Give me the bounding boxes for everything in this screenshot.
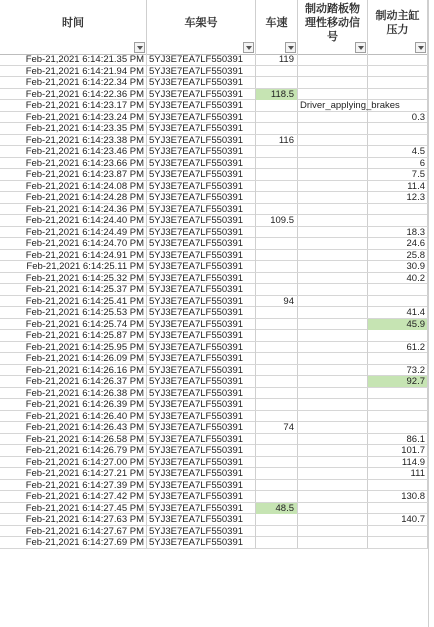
cell-speed[interactable] <box>256 158 298 169</box>
cell-time[interactable]: Feb-21,2021 6:14:26.79 PM <box>0 445 147 456</box>
cell-speed[interactable] <box>256 411 298 422</box>
table-row <box>0 273 434 285</box>
column-header-time[interactable] <box>0 0 147 54</box>
cell-time[interactable]: Feb-21,2021 6:14:26.16 PM <box>0 365 147 376</box>
cell-brake-signal[interactable] <box>298 146 368 157</box>
cell-speed[interactable] <box>256 169 298 180</box>
cell-speed[interactable]: 48.5 <box>256 503 298 514</box>
cell-time[interactable]: Feb-21,2021 6:14:25.95 PM <box>0 342 147 353</box>
cell-speed[interactable] <box>256 445 298 456</box>
cell-speed[interactable] <box>256 307 298 318</box>
cell-vin[interactable]: 5YJ3E7EA7LF550391 <box>147 123 256 134</box>
cell-brake-signal[interactable] <box>298 181 368 192</box>
cell-vin[interactable]: 5YJ3E7EA7LF550391 <box>147 158 256 169</box>
cell-brake-signal[interactable] <box>298 123 368 134</box>
cell-vin[interactable]: 5YJ3E7EA7LF550391 <box>147 54 256 65</box>
cell-time[interactable]: Feb-21,2021 6:14:26.09 PM <box>0 353 147 364</box>
filter-dropdown-icon[interactable] <box>355 42 366 53</box>
table-row <box>0 365 434 377</box>
cell-brake-signal[interactable] <box>298 457 368 468</box>
cell-speed[interactable] <box>256 514 298 525</box>
cell-speed[interactable] <box>256 146 298 157</box>
cell-time[interactable]: Feb-21,2021 6:14:23.87 PM <box>0 169 147 180</box>
cell-brake-pressure[interactable]: 41.4 <box>368 307 428 318</box>
cell-time[interactable]: Feb-21,2021 6:14:26.37 PM <box>0 376 147 387</box>
cell-time[interactable]: Feb-21,2021 6:14:27.21 PM <box>0 468 147 479</box>
cell-brake-pressure[interactable]: 30.9 <box>368 261 428 272</box>
cell-vin[interactable]: 5YJ3E7EA7LF550391 <box>147 330 256 341</box>
cell-brake-signal[interactable] <box>298 204 368 215</box>
cell-brake-signal[interactable] <box>298 89 368 100</box>
cell-vin[interactable]: 5YJ3E7EA7LF550391 <box>147 491 256 502</box>
cell-time[interactable]: Feb-21,2021 6:14:25.87 PM <box>0 330 147 341</box>
cell-brake-pressure[interactable] <box>368 537 428 548</box>
cell-time[interactable]: Feb-21,2021 6:14:26.38 PM <box>0 388 147 399</box>
table-row <box>0 135 434 147</box>
cell-brake-signal[interactable] <box>298 215 368 226</box>
cell-time[interactable]: Feb-21,2021 6:14:27.69 PM <box>0 537 147 548</box>
filter-dropdown-icon[interactable] <box>415 42 426 53</box>
cell-brake-signal[interactable] <box>298 468 368 479</box>
table-row <box>0 342 434 354</box>
cell-speed[interactable] <box>256 112 298 123</box>
cell-time[interactable]: Feb-21,2021 6:14:26.39 PM <box>0 399 147 410</box>
table-row <box>0 491 434 503</box>
filter-dropdown-icon[interactable] <box>243 42 254 53</box>
cell-brake-pressure[interactable] <box>368 215 428 226</box>
table-row <box>0 89 434 101</box>
cell-brake-pressure[interactable] <box>368 399 428 410</box>
cell-brake-pressure[interactable]: 45.9 <box>368 319 428 330</box>
cell-vin[interactable]: 5YJ3E7EA7LF550391 <box>147 284 256 295</box>
cell-brake-signal[interactable] <box>298 480 368 491</box>
cell-brake-signal[interactable] <box>298 273 368 284</box>
table-row <box>0 457 434 469</box>
cell-brake-pressure[interactable] <box>368 135 428 146</box>
cell-time[interactable]: Feb-21,2021 6:14:22.34 PM <box>0 77 147 88</box>
cell-speed[interactable] <box>256 100 298 111</box>
cell-vin[interactable]: 5YJ3E7EA7LF550391 <box>147 388 256 399</box>
cell-time[interactable]: Feb-21,2021 6:14:22.36 PM <box>0 89 147 100</box>
table-row <box>0 181 434 193</box>
cell-speed[interactable] <box>256 273 298 284</box>
cell-time[interactable]: Feb-21,2021 6:14:27.42 PM <box>0 491 147 502</box>
cell-speed[interactable] <box>256 537 298 548</box>
cell-vin[interactable]: 5YJ3E7EA7LF550391 <box>147 169 256 180</box>
cell-vin[interactable]: 5YJ3E7EA7LF550391 <box>147 503 256 514</box>
cell-speed[interactable] <box>256 491 298 502</box>
cell-brake-pressure[interactable] <box>368 388 428 399</box>
cell-brake-signal[interactable]: Driver_applying_brakes <box>300 100 400 111</box>
cell-time[interactable]: Feb-21,2021 6:14:26.43 PM <box>0 422 147 433</box>
cell-brake-pressure[interactable] <box>368 66 428 77</box>
table-row <box>0 307 434 319</box>
cell-vin[interactable]: 5YJ3E7EA7LF550391 <box>147 468 256 479</box>
cell-time[interactable]: Feb-21,2021 6:14:23.38 PM <box>0 135 147 146</box>
cell-speed[interactable] <box>256 480 298 491</box>
cell-speed[interactable] <box>256 319 298 330</box>
cell-brake-pressure[interactable]: 4.5 <box>368 146 428 157</box>
cell-time[interactable]: Feb-21,2021 6:14:24.49 PM <box>0 227 147 238</box>
table-row <box>0 319 434 331</box>
cell-brake-signal[interactable] <box>298 66 368 77</box>
cell-speed[interactable] <box>256 342 298 353</box>
cell-speed[interactable] <box>256 353 298 364</box>
column-header-brake-pressure-label: 制动主缸压力 <box>375 10 420 36</box>
table-row <box>0 514 434 526</box>
header-row <box>0 0 434 55</box>
table-row <box>0 169 434 181</box>
table-row <box>0 422 434 434</box>
table-row <box>0 66 434 78</box>
cell-time[interactable]: Feb-21,2021 6:14:21.94 PM <box>0 66 147 77</box>
cell-speed[interactable] <box>256 227 298 238</box>
column-header-vin-label: 车架号 <box>184 17 218 29</box>
cell-time[interactable]: Feb-21,2021 6:14:27.45 PM <box>0 503 147 514</box>
cell-brake-signal[interactable] <box>298 445 368 456</box>
cell-vin[interactable]: 5YJ3E7EA7LF550391 <box>147 342 256 353</box>
cell-brake-signal[interactable] <box>298 77 368 88</box>
column-header-brake-signal[interactable] <box>298 0 368 54</box>
cell-vin[interactable]: 5YJ3E7EA7LF550391 <box>147 399 256 410</box>
table-row <box>0 215 434 227</box>
table-row <box>0 434 434 446</box>
cell-brake-pressure[interactable]: 114.9 <box>368 457 428 468</box>
cell-brake-pressure[interactable]: 11.4 <box>368 181 428 192</box>
cell-vin[interactable]: 5YJ3E7EA7LF550391 <box>147 307 256 318</box>
cell-time[interactable]: Feb-21,2021 6:14:27.39 PM <box>0 480 147 491</box>
table-row <box>0 468 434 480</box>
cell-time[interactable]: Feb-21,2021 6:14:24.28 PM <box>0 192 147 203</box>
column-header-time-label: 时间 <box>62 17 84 29</box>
cell-brake-signal[interactable] <box>298 135 368 146</box>
cell-speed[interactable] <box>256 181 298 192</box>
cell-time[interactable]: Feb-21,2021 6:14:26.58 PM <box>0 434 147 445</box>
cell-brake-signal[interactable] <box>298 307 368 318</box>
cell-brake-signal[interactable] <box>298 365 368 376</box>
cell-vin[interactable]: 5YJ3E7EA7LF550391 <box>147 261 256 272</box>
table-row <box>0 261 434 273</box>
table-row <box>0 526 434 538</box>
table-row <box>0 123 434 135</box>
cell-vin[interactable]: 5YJ3E7EA7LF550391 <box>147 112 256 123</box>
table-row <box>0 192 434 204</box>
table-row <box>0 353 434 365</box>
cell-vin[interactable]: 5YJ3E7EA7LF550391 <box>147 365 256 376</box>
cell-brake-signal[interactable] <box>298 238 368 249</box>
cell-brake-signal[interactable] <box>298 411 368 422</box>
cell-brake-signal[interactable] <box>298 503 368 514</box>
cell-vin[interactable]: 5YJ3E7EA7LF550391 <box>147 457 256 468</box>
cell-brake-pressure[interactable] <box>368 77 428 88</box>
cell-brake-pressure[interactable]: 25.8 <box>368 250 428 261</box>
cell-brake-pressure[interactable]: 92.7 <box>368 376 428 387</box>
table-row <box>0 158 434 170</box>
cell-speed[interactable] <box>256 192 298 203</box>
cell-time[interactable]: Feb-21,2021 6:14:25.53 PM <box>0 307 147 318</box>
cell-speed[interactable]: 118.5 <box>256 89 298 100</box>
cell-brake-pressure[interactable]: 18.3 <box>368 227 428 238</box>
cell-speed[interactable]: 116 <box>256 135 298 146</box>
table-row <box>0 537 434 549</box>
cell-brake-signal[interactable] <box>298 526 368 537</box>
cell-brake-signal[interactable] <box>298 376 368 387</box>
cell-vin[interactable]: 5YJ3E7EA7LF550391 <box>147 238 256 249</box>
cell-brake-signal[interactable] <box>298 330 368 341</box>
cell-vin[interactable]: 5YJ3E7EA7LF550391 <box>147 215 256 226</box>
column-header-brake-signal-label: 制动踏板物理性移动信号 <box>305 3 360 43</box>
cell-brake-signal[interactable] <box>298 491 368 502</box>
table-row <box>0 238 434 250</box>
cell-time[interactable]: Feb-21,2021 6:14:23.24 PM <box>0 112 147 123</box>
cell-brake-signal[interactable] <box>298 261 368 272</box>
cell-speed[interactable]: 94 <box>256 296 298 307</box>
cell-speed[interactable] <box>256 434 298 445</box>
column-header-speed-label: 车速 <box>265 17 288 29</box>
cell-vin[interactable]: 5YJ3E7EA7LF550391 <box>147 77 256 88</box>
cell-time[interactable]: Feb-21,2021 6:14:24.36 PM <box>0 204 147 215</box>
cell-speed[interactable] <box>256 261 298 272</box>
cell-brake-signal[interactable] <box>298 434 368 445</box>
cell-brake-pressure[interactable]: 61.2 <box>368 342 428 353</box>
cell-speed[interactable] <box>256 365 298 376</box>
cell-time[interactable]: Feb-21,2021 6:14:25.41 PM <box>0 296 147 307</box>
cell-time[interactable]: Feb-21,2021 6:14:24.40 PM <box>0 215 147 226</box>
cell-speed[interactable] <box>256 77 298 88</box>
cell-time[interactable]: Feb-21,2021 6:14:23.35 PM <box>0 123 147 134</box>
cell-brake-signal[interactable] <box>298 353 368 364</box>
cell-brake-signal[interactable] <box>298 54 368 65</box>
column-header-speed[interactable] <box>256 0 298 54</box>
cell-brake-pressure[interactable]: 6 <box>368 158 428 169</box>
cell-time[interactable]: Feb-21,2021 6:14:23.17 PM <box>0 100 147 111</box>
cell-vin[interactable]: 5YJ3E7EA7LF550391 <box>147 411 256 422</box>
cell-speed[interactable] <box>256 399 298 410</box>
cell-vin[interactable]: 5YJ3E7EA7LF550391 <box>147 227 256 238</box>
cell-speed[interactable]: 74 <box>256 422 298 433</box>
cell-brake-pressure[interactable]: 0.3 <box>368 112 428 123</box>
cell-speed[interactable] <box>256 388 298 399</box>
cell-brake-pressure[interactable] <box>368 204 428 215</box>
cell-speed[interactable] <box>256 123 298 134</box>
cell-brake-signal[interactable] <box>298 422 368 433</box>
filter-dropdown-icon[interactable] <box>134 42 145 53</box>
cell-vin[interactable]: 5YJ3E7EA7LF550391 <box>147 100 256 111</box>
cell-time[interactable]: Feb-21,2021 6:14:21.35 PM <box>0 54 147 65</box>
cell-speed[interactable] <box>256 468 298 479</box>
cell-brake-pressure[interactable] <box>368 526 428 537</box>
table-row <box>0 100 434 112</box>
cell-speed[interactable] <box>256 330 298 341</box>
cell-time[interactable]: Feb-21,2021 6:14:25.32 PM <box>0 273 147 284</box>
cell-brake-pressure[interactable] <box>368 411 428 422</box>
cell-vin[interactable]: 5YJ3E7EA7LF550391 <box>147 66 256 77</box>
cell-time[interactable]: Feb-21,2021 6:14:25.11 PM <box>0 261 147 272</box>
table-row <box>0 77 434 89</box>
cell-brake-signal[interactable] <box>298 296 368 307</box>
cell-brake-pressure[interactable]: 101.7 <box>368 445 428 456</box>
cell-vin[interactable]: 5YJ3E7EA7LF550391 <box>147 422 256 433</box>
cell-speed[interactable] <box>256 250 298 261</box>
cell-vin[interactable]: 5YJ3E7EA7LF550391 <box>147 537 256 548</box>
cell-speed[interactable] <box>256 526 298 537</box>
cell-brake-signal[interactable] <box>298 342 368 353</box>
cell-brake-signal[interactable] <box>298 250 368 261</box>
cell-brake-signal[interactable] <box>298 388 368 399</box>
cell-brake-pressure[interactable] <box>368 123 428 134</box>
column-header-brake-pressure[interactable] <box>368 0 428 54</box>
cell-brake-pressure[interactable] <box>368 330 428 341</box>
table-row <box>0 376 434 388</box>
cell-brake-signal[interactable] <box>298 112 368 123</box>
cell-speed[interactable]: 119 <box>256 54 298 65</box>
cell-brake-pressure[interactable]: 140.7 <box>368 514 428 525</box>
cell-vin[interactable]: 5YJ3E7EA7LF550391 <box>147 192 256 203</box>
cell-brake-pressure[interactable] <box>368 422 428 433</box>
cell-brake-pressure[interactable]: 7.5 <box>368 169 428 180</box>
cell-time[interactable]: Feb-21,2021 6:14:27.67 PM <box>0 526 147 537</box>
cell-brake-pressure[interactable] <box>368 89 428 100</box>
cell-vin[interactable]: 5YJ3E7EA7LF550391 <box>147 514 256 525</box>
column-header-vin[interactable] <box>147 0 256 54</box>
cell-time[interactable]: Feb-21,2021 6:14:24.08 PM <box>0 181 147 192</box>
cell-speed[interactable]: 109.5 <box>256 215 298 226</box>
cell-brake-pressure[interactable] <box>368 480 428 491</box>
table-row <box>0 146 434 158</box>
cell-brake-pressure[interactable]: 130.8 <box>368 491 428 502</box>
table-body <box>0 54 434 549</box>
cell-brake-pressure[interactable]: 24.6 <box>368 238 428 249</box>
cell-brake-pressure[interactable] <box>368 54 428 65</box>
table-row <box>0 411 434 423</box>
cell-brake-pressure[interactable]: 86.1 <box>368 434 428 445</box>
table-row <box>0 388 434 400</box>
cell-brake-signal[interactable] <box>298 537 368 548</box>
cell-brake-signal[interactable] <box>298 227 368 238</box>
cell-speed[interactable] <box>256 238 298 249</box>
cell-time[interactable]: Feb-21,2021 6:14:23.66 PM <box>0 158 147 169</box>
cell-brake-pressure[interactable] <box>368 100 428 111</box>
cell-vin[interactable]: 5YJ3E7EA7LF550391 <box>147 89 256 100</box>
cell-brake-signal[interactable] <box>298 514 368 525</box>
table-row <box>0 284 434 296</box>
cell-time[interactable]: Feb-21,2021 6:14:25.74 PM <box>0 319 147 330</box>
cell-vin[interactable]: 5YJ3E7EA7LF550391 <box>147 526 256 537</box>
cell-brake-signal[interactable] <box>298 169 368 180</box>
cell-vin[interactable]: 5YJ3E7EA7LF550391 <box>147 445 256 456</box>
cell-brake-pressure[interactable] <box>368 296 428 307</box>
cell-vin[interactable]: 5YJ3E7EA7LF550391 <box>147 181 256 192</box>
cell-vin[interactable]: 5YJ3E7EA7LF550391 <box>147 434 256 445</box>
cell-vin[interactable]: 5YJ3E7EA7LF550391 <box>147 376 256 387</box>
filter-dropdown-icon[interactable] <box>285 42 296 53</box>
table-row <box>0 227 434 239</box>
cell-vin[interactable]: 5YJ3E7EA7LF550391 <box>147 273 256 284</box>
cell-brake-signal[interactable] <box>298 319 368 330</box>
cell-vin[interactable]: 5YJ3E7EA7LF550391 <box>147 296 256 307</box>
table-row <box>0 250 434 262</box>
cell-speed[interactable] <box>256 66 298 77</box>
table-row <box>0 204 434 216</box>
cell-vin[interactable]: 5YJ3E7EA7LF550391 <box>147 250 256 261</box>
cell-brake-pressure[interactable] <box>368 284 428 295</box>
cell-speed[interactable] <box>256 284 298 295</box>
cell-vin[interactable]: 5YJ3E7EA7LF550391 <box>147 480 256 491</box>
table-row <box>0 445 434 457</box>
table-row <box>0 399 434 411</box>
cell-vin[interactable]: 5YJ3E7EA7LF550391 <box>147 135 256 146</box>
cell-time[interactable]: Feb-21,2021 6:14:27.63 PM <box>0 514 147 525</box>
cell-vin[interactable]: 5YJ3E7EA7LF550391 <box>147 319 256 330</box>
cell-time[interactable]: Feb-21,2021 6:14:26.40 PM <box>0 411 147 422</box>
cell-time[interactable]: Feb-21,2021 6:14:25.37 PM <box>0 284 147 295</box>
cell-brake-pressure[interactable]: 12.3 <box>368 192 428 203</box>
cell-time[interactable]: Feb-21,2021 6:14:24.70 PM <box>0 238 147 249</box>
cell-speed[interactable] <box>256 376 298 387</box>
table-row <box>0 112 434 124</box>
cell-speed[interactable] <box>256 204 298 215</box>
cell-time[interactable]: Feb-21,2021 6:14:24.91 PM <box>0 250 147 261</box>
cell-time[interactable]: Feb-21,2021 6:14:27.00 PM <box>0 457 147 468</box>
cell-speed[interactable] <box>256 457 298 468</box>
table-row <box>0 503 434 515</box>
cell-brake-pressure[interactable] <box>368 353 428 364</box>
cell-brake-signal[interactable] <box>298 158 368 169</box>
cell-brake-pressure[interactable]: 73.2 <box>368 365 428 376</box>
cell-brake-pressure[interactable]: 111 <box>368 468 428 479</box>
table-row <box>0 54 434 66</box>
next-column-edge <box>428 0 434 627</box>
cell-vin[interactable]: 5YJ3E7EA7LF550391 <box>147 353 256 364</box>
cell-vin[interactable]: 5YJ3E7EA7LF550391 <box>147 204 256 215</box>
cell-vin[interactable]: 5YJ3E7EA7LF550391 <box>147 146 256 157</box>
cell-brake-signal[interactable] <box>298 399 368 410</box>
table-row <box>0 480 434 492</box>
table-row <box>0 330 434 342</box>
cell-brake-pressure[interactable] <box>368 503 428 514</box>
table-row <box>0 296 434 308</box>
cell-brake-signal[interactable] <box>298 284 368 295</box>
cell-time[interactable]: Feb-21,2021 6:14:23.46 PM <box>0 146 147 157</box>
cell-brake-signal[interactable] <box>298 192 368 203</box>
cell-brake-pressure[interactable]: 40.2 <box>368 273 428 284</box>
